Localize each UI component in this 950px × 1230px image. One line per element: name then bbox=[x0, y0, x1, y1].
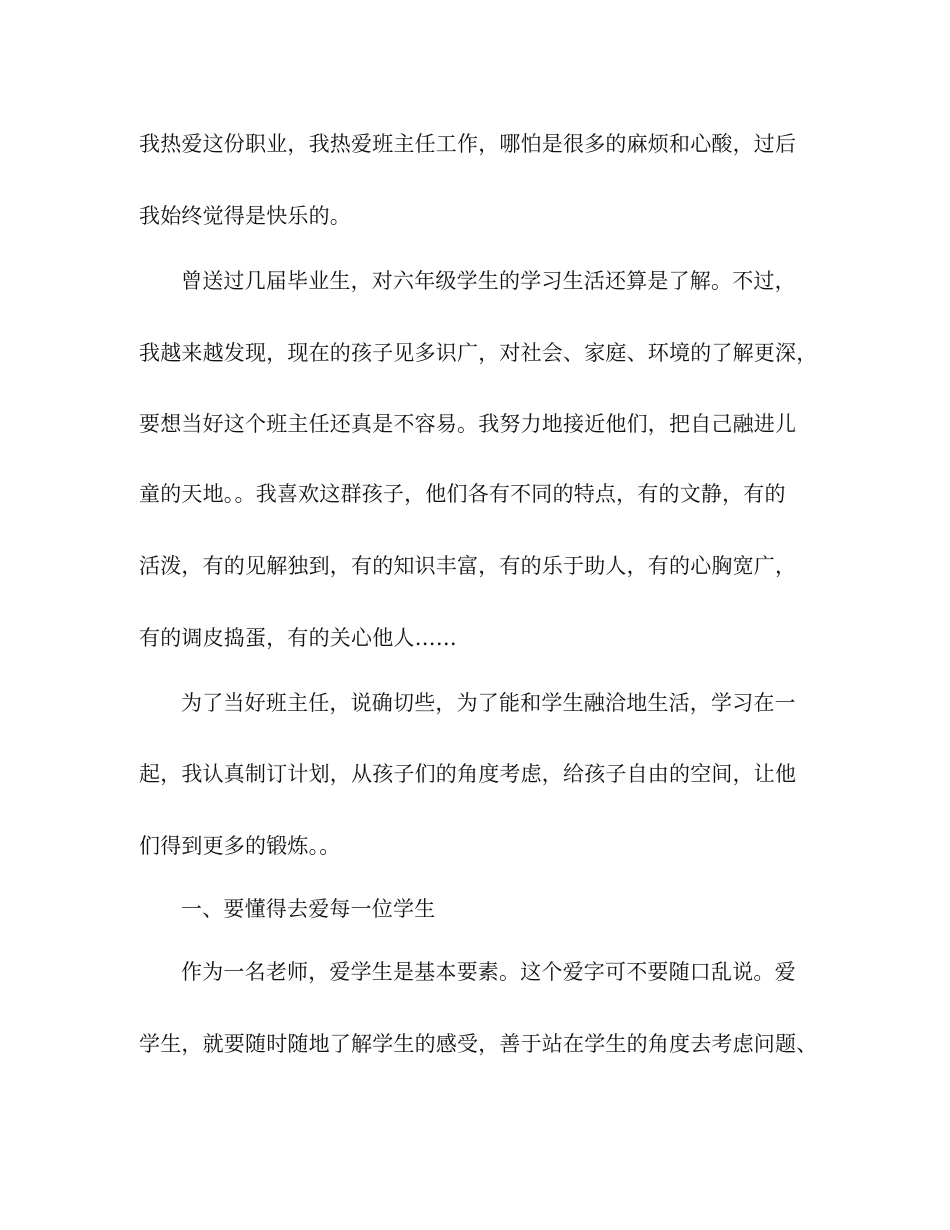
text-line: 童的天地。。我喜欢这群孩子，他们各有不同的特点，有的文静，有的 bbox=[139, 482, 786, 506]
text-line: 我热爱这份职业，我热爱班主任工作，哪怕是很多的麻烦和心酸，过后 bbox=[139, 132, 797, 156]
paragraph-start-line: 为了当好班主任，说确切些，为了能和学生融洽地生活，学习在一 bbox=[181, 691, 796, 715]
text-line: 要想当好这个班主任还真是不容易。我努力地接近他们，把自己融进儿 bbox=[139, 412, 797, 436]
text-line: 有的调皮捣蛋，有的关心他人…… bbox=[139, 626, 457, 650]
paragraph-start-line: 曾送过几届毕业生，对六年级学生的学习生活还算是了解。不过， bbox=[181, 269, 796, 293]
text-line: 起，我认真制订计划，从孩子们的角度考虑，给孩子自由的空间，让他 bbox=[139, 762, 797, 786]
text-line: 我始终觉得是快乐的。 bbox=[139, 204, 351, 228]
paragraph-start-line: 作为一名老师，爱学生是基本要素。这个爱字可不要随口乱说。爱 bbox=[181, 960, 796, 984]
text-line: 们得到更多的锻炼。。 bbox=[139, 834, 341, 858]
text-line: 学生，就要随时随地了解学生的感受，善于站在学生的角度去考虑问题、 bbox=[139, 1032, 818, 1056]
text-line: 活泼，有的见解独到，有的知识丰富，有的乐于助人，有的心胸宽广， bbox=[139, 554, 797, 578]
text-line: 我越来越发现，现在的孩子见多识广，对社会、家庭、环境的了解更深， bbox=[139, 341, 818, 365]
section-heading: 一、要懂得去爱每一位学生 bbox=[181, 897, 436, 921]
